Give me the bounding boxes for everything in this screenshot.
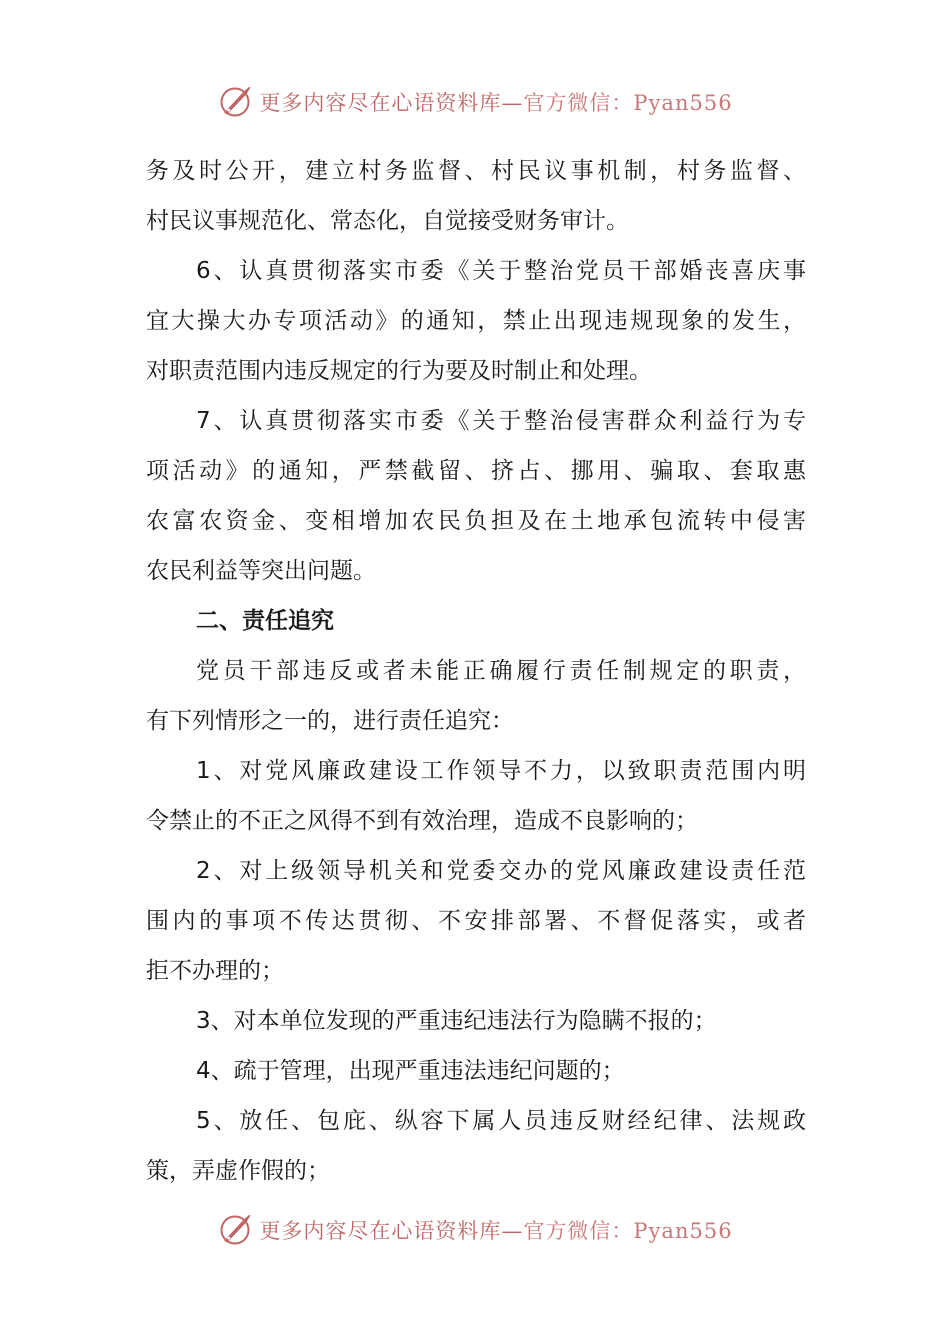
line-text: 二、责任追究 [196,608,334,634]
line-text: 村民议事规范化、常态化，自觉接受财务审计。 [146,208,629,234]
text-line [146,946,806,996]
text-line [146,246,806,296]
line-text: 策，弄虚作假的； [146,1158,330,1184]
line-text: 党员干部违反或者未能正确履行责任制规定的职责， [196,658,806,684]
document-body [146,146,806,1196]
banner-text: 更多内容尽在心语资料库—官方微信：Pyan556 [259,91,733,115]
text-line [146,646,806,696]
line-text: 项活动》的通知，严禁截留、挤占、挪用、骗取、套取惠 [146,458,806,484]
line-text: 农富农资金、变相增加农民负担及在土地承包流转中侵害 [146,508,806,534]
text-line [146,1046,806,1096]
text-line [146,346,806,396]
text-line [146,396,806,446]
header-banner [0,80,950,124]
text-line [146,446,806,496]
text-line [146,196,806,246]
text-line [146,996,806,1046]
footer-banner [0,1208,950,1252]
text-line [146,896,806,946]
line-text: 围内的事项不传达贯彻、不安排部署、不督促落实，或者 [146,908,806,934]
line-text: 5、放任、包庇、纵容下属人员违反财经纪律、法规政 [196,1108,806,1134]
line-text: 令禁止的不正之风得不到有效治理，造成不良影响的； [146,808,698,834]
line-text: 拒不办理的； [146,958,284,984]
section-heading [146,596,806,646]
pen-nib-circle-icon [217,1212,253,1248]
pen-nib-circle-icon [217,84,253,120]
text-line [146,1146,806,1196]
line-text: 3、对本单位发现的严重违纪违法行为隐瞒不报的； [196,1008,717,1034]
text-line [146,696,806,746]
text-line [146,1096,806,1146]
text-line [146,546,806,596]
banner-text: 更多内容尽在心语资料库—官方微信：Pyan556 [259,1219,733,1243]
text-line [146,746,806,796]
line-text: 6、认真贯彻落实市委《关于整治党员干部婚丧喜庆事 [196,258,806,284]
line-text: 有下列情形之一的，进行责任追究： [146,708,514,734]
line-text: 1、对党风廉政建设工作领导不力，以致职责范围内明 [196,758,806,784]
line-text: 2、对上级领导机关和党委交办的党风廉政建设责任范 [196,858,806,884]
line-text: 宜大操大办专项活动》的通知，禁止出现违规现象的发生， [146,308,806,334]
line-text: 务及时公开，建立村务监督、村民议事机制，村务监督、 [146,158,806,184]
line-text: 4、疏于管理，出现严重违法违纪问题的； [196,1058,625,1084]
text-line [146,846,806,896]
line-text: 对职责范围内违反规定的行为要及时制止和处理。 [146,358,652,384]
text-line [146,296,806,346]
text-line [146,146,806,196]
text-line [146,496,806,546]
line-text: 7、认真贯彻落实市委《关于整治侵害群众利益行为专 [196,408,806,434]
line-text: 农民利益等突出问题。 [146,558,376,584]
text-line [146,796,806,846]
